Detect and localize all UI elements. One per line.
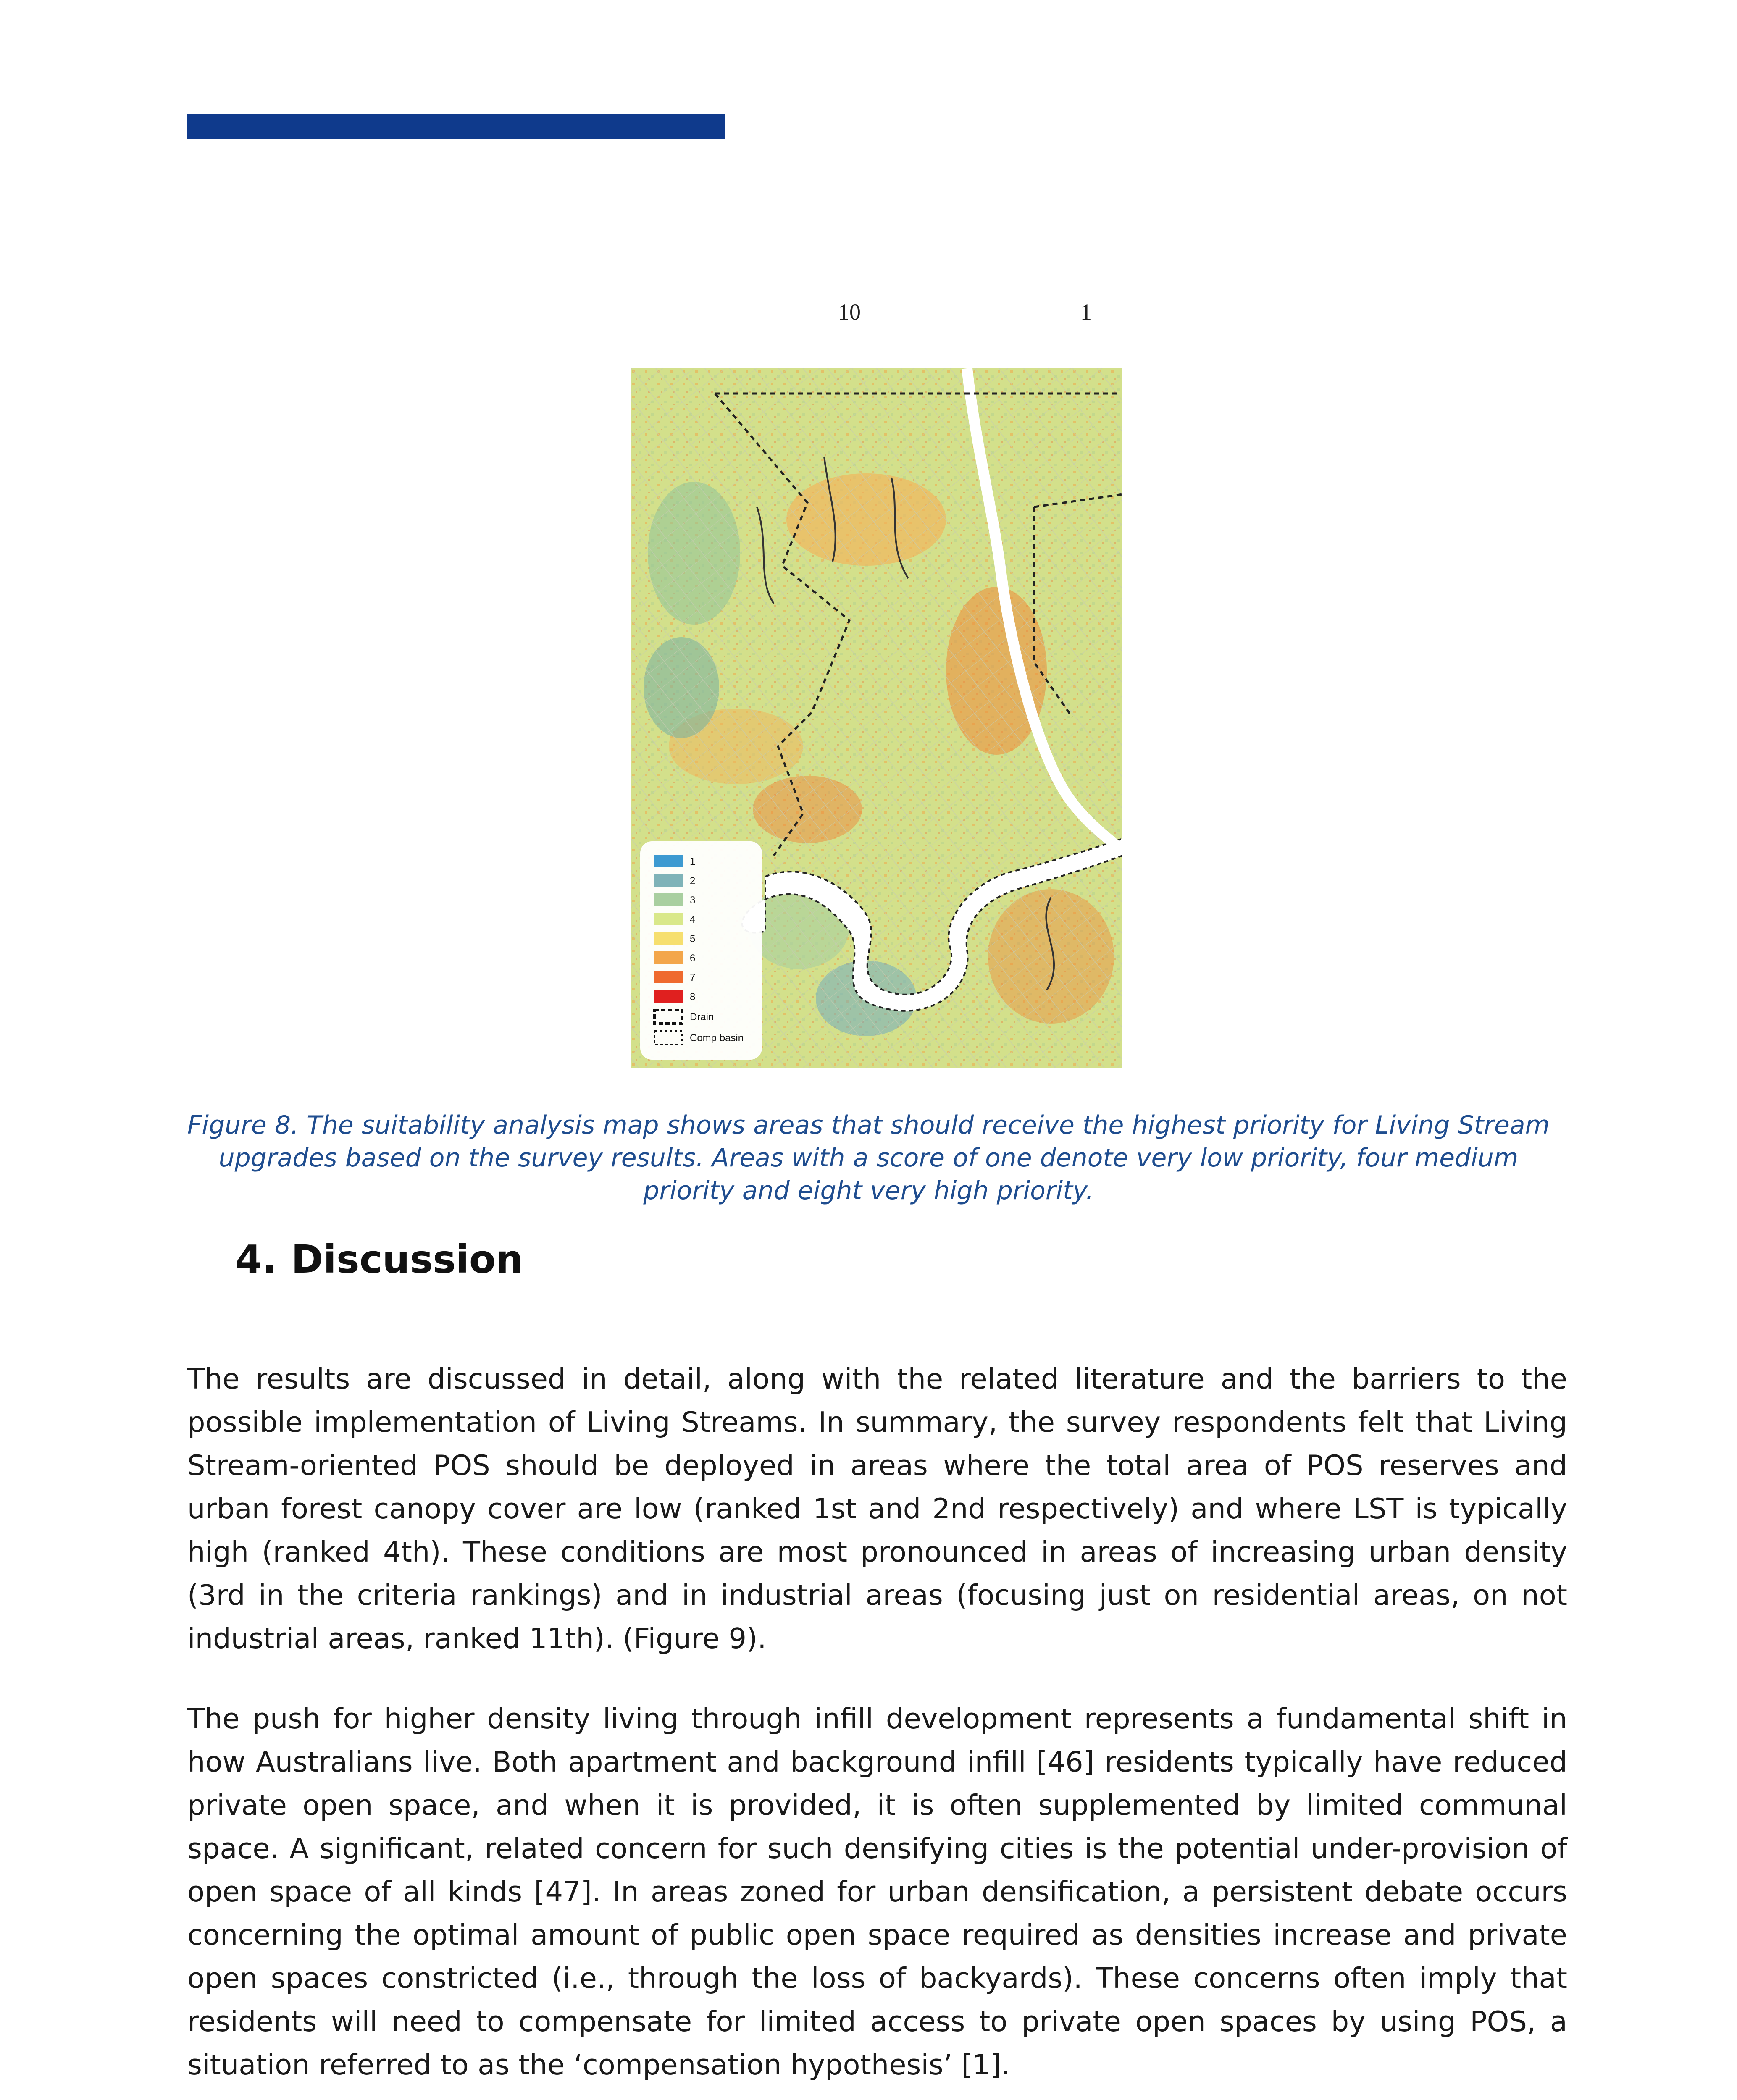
legend-swatch-2 xyxy=(654,874,683,887)
legend-label-3: 3 xyxy=(690,895,696,906)
legend-label-comp-basin: Comp basin xyxy=(690,1032,744,1044)
legend-label-5: 5 xyxy=(690,933,696,945)
paragraph: The results are discussed in detail, along with the related literature and the barriers to the possible implementation of Living Streams. In summary, the survey respondents felt that Living Stream-oriented POS should be deployed in areas where the total area of POS reserves and urban forest canopy cover are low (ranked 1st and 2nd respectively) and where LST is typically high (ranked 4th). These conditions are most pronounced in areas of increasing urban density (3rd in the criteria rankings) and in industrial areas (focusing just on residential areas, on not industrial areas, ranked 11th). (Figure 9). xyxy=(187,1362,1567,1655)
legend-label-drain: Drain xyxy=(690,1011,714,1023)
legend-label-6: 6 xyxy=(690,953,696,964)
legend-label-1: 1 xyxy=(690,856,696,867)
legend-label-4: 4 xyxy=(690,914,696,925)
legend-swatch-4 xyxy=(654,913,683,925)
legend-swatch-8 xyxy=(654,990,683,1003)
map-scale-label-left: 10 xyxy=(838,299,861,325)
figure-caption: Figure 8. The suitability analysis map shows areas that should receive the highest priority for Living Stream upgrades based on the survey results. Areas with a score of one denote very low priority, four medium priority and eight very high priority. xyxy=(187,1110,1550,1205)
legend-swatch-6 xyxy=(654,951,683,964)
legend-swatch-3 xyxy=(654,893,683,906)
header-accent-bar xyxy=(187,114,725,139)
map-legend xyxy=(640,841,762,1060)
paragraph: The push for higher density living through infill development represents a fundamental shift in how Australians live. Both apartment and background infill [46] residents typically have reduced private open space, and when it is provided, it is often supplemented by limited communal space. A significant, related concern for such densifying cities is the potential under-provision of open space of all kinds [47]. In areas zoned for urban densification, a persistent debate occurs concerning the optimal amount of public open space required as densities increase and private open spaces constricted (i.e., through the loss of backyards). These concerns often imply that residents will need to compensate for limited access to private open spaces by using POS, a situation referred to as the ‘compensation hypothesis’ [1]. xyxy=(187,1702,1567,2081)
legend-label-8: 8 xyxy=(690,991,696,1003)
legend-swatch-1 xyxy=(654,855,683,867)
legend-label-7: 7 xyxy=(690,972,696,983)
section-heading xyxy=(235,1237,523,1282)
section-title: Discussion xyxy=(291,1237,523,1282)
legend-swatch-5 xyxy=(654,932,683,945)
section-number: 4. xyxy=(235,1237,277,1282)
legend-label-2: 2 xyxy=(690,875,696,887)
legend-swatch-7 xyxy=(654,971,683,983)
suitability-map-graphic xyxy=(631,368,1122,1068)
suitability-map xyxy=(631,368,1122,1068)
map-scale-label-right: 1 xyxy=(1080,299,1092,325)
